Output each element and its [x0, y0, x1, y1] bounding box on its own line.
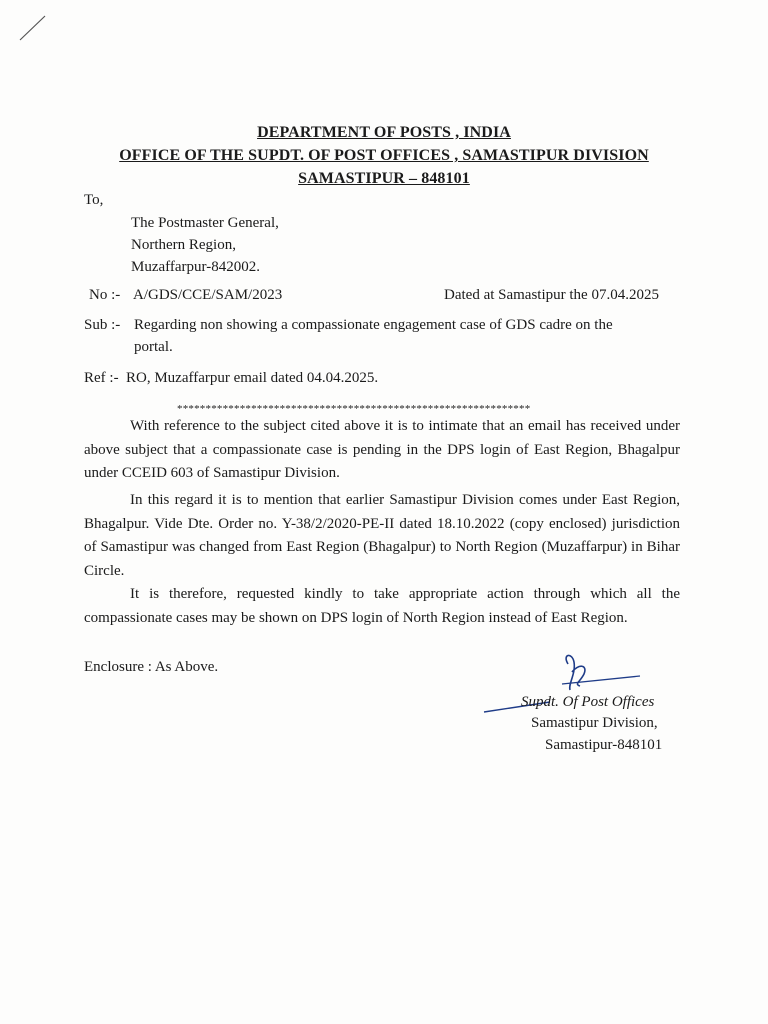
address-to: To, [84, 192, 104, 208]
header-department: DEPARTMENT OF POSTS , INDIA [257, 124, 511, 141]
header-office: OFFICE OF THE SUPDT. OF POST OFFICES , SAMASTIPUR DIVISION [119, 147, 649, 164]
subject-line-2: portal. [134, 339, 173, 355]
letter-number: A/GDS/CCE/SAM/2023 [133, 287, 283, 303]
letter-date: Dated at Samastipur the 07.04.2025 [444, 287, 659, 303]
body-paragraph-2: In this regard it is to mention that earlier Samastipur Division comes under East Region, Bhagalpur. Vide Dte. Order no. Y-38/2/2020-PE-II dated 18.10.2022 (copy enclosed) jurisdiction of Samastipur was changed from East Region (Bhagalpur) to North Region (Muzaffarpur) in Bihar Circle. [84, 492, 680, 579]
subject-label: Sub :- [84, 317, 121, 333]
reference-label: Ref :- [84, 370, 119, 386]
pen-mark [18, 14, 48, 42]
body-paragraph-3: It is therefore, requested kindly to take appropriate action through which all the compassionate cases may be shown on DPS login of North Region instead of East Region. [84, 586, 680, 626]
signatory-city: Samastipur-848101 [545, 737, 663, 753]
address-line-2: Northern Region, [131, 237, 236, 253]
enclosure-note: Enclosure : As Above. [84, 659, 219, 675]
subject-line-1: Regarding non showing a compassionate engagement case of GDS cadre on the [134, 317, 613, 333]
reference-value: RO, Muzaffarpur email dated 04.04.2025. [126, 370, 379, 386]
letter-number-label: No :- [89, 287, 121, 303]
address-line-1: The Postmaster General, [131, 215, 279, 231]
body-paragraph-1: With reference to the subject cited above it is to intimate that an email has received under above subject that a compassionate case is pending in the DPS login of East Region, Bhagalpur under CCEID 603 of Samastipur Division. [84, 418, 680, 481]
separator-line: ************************************************************** [177, 403, 531, 415]
signatory-division: Samastipur Division, [531, 715, 658, 731]
header-city: SAMASTIPUR – 848101 [298, 170, 470, 187]
signatory-title: Supdt. Of Post Offices [521, 694, 655, 710]
address-line-3: Muzaffarpur-842002. [131, 259, 260, 275]
